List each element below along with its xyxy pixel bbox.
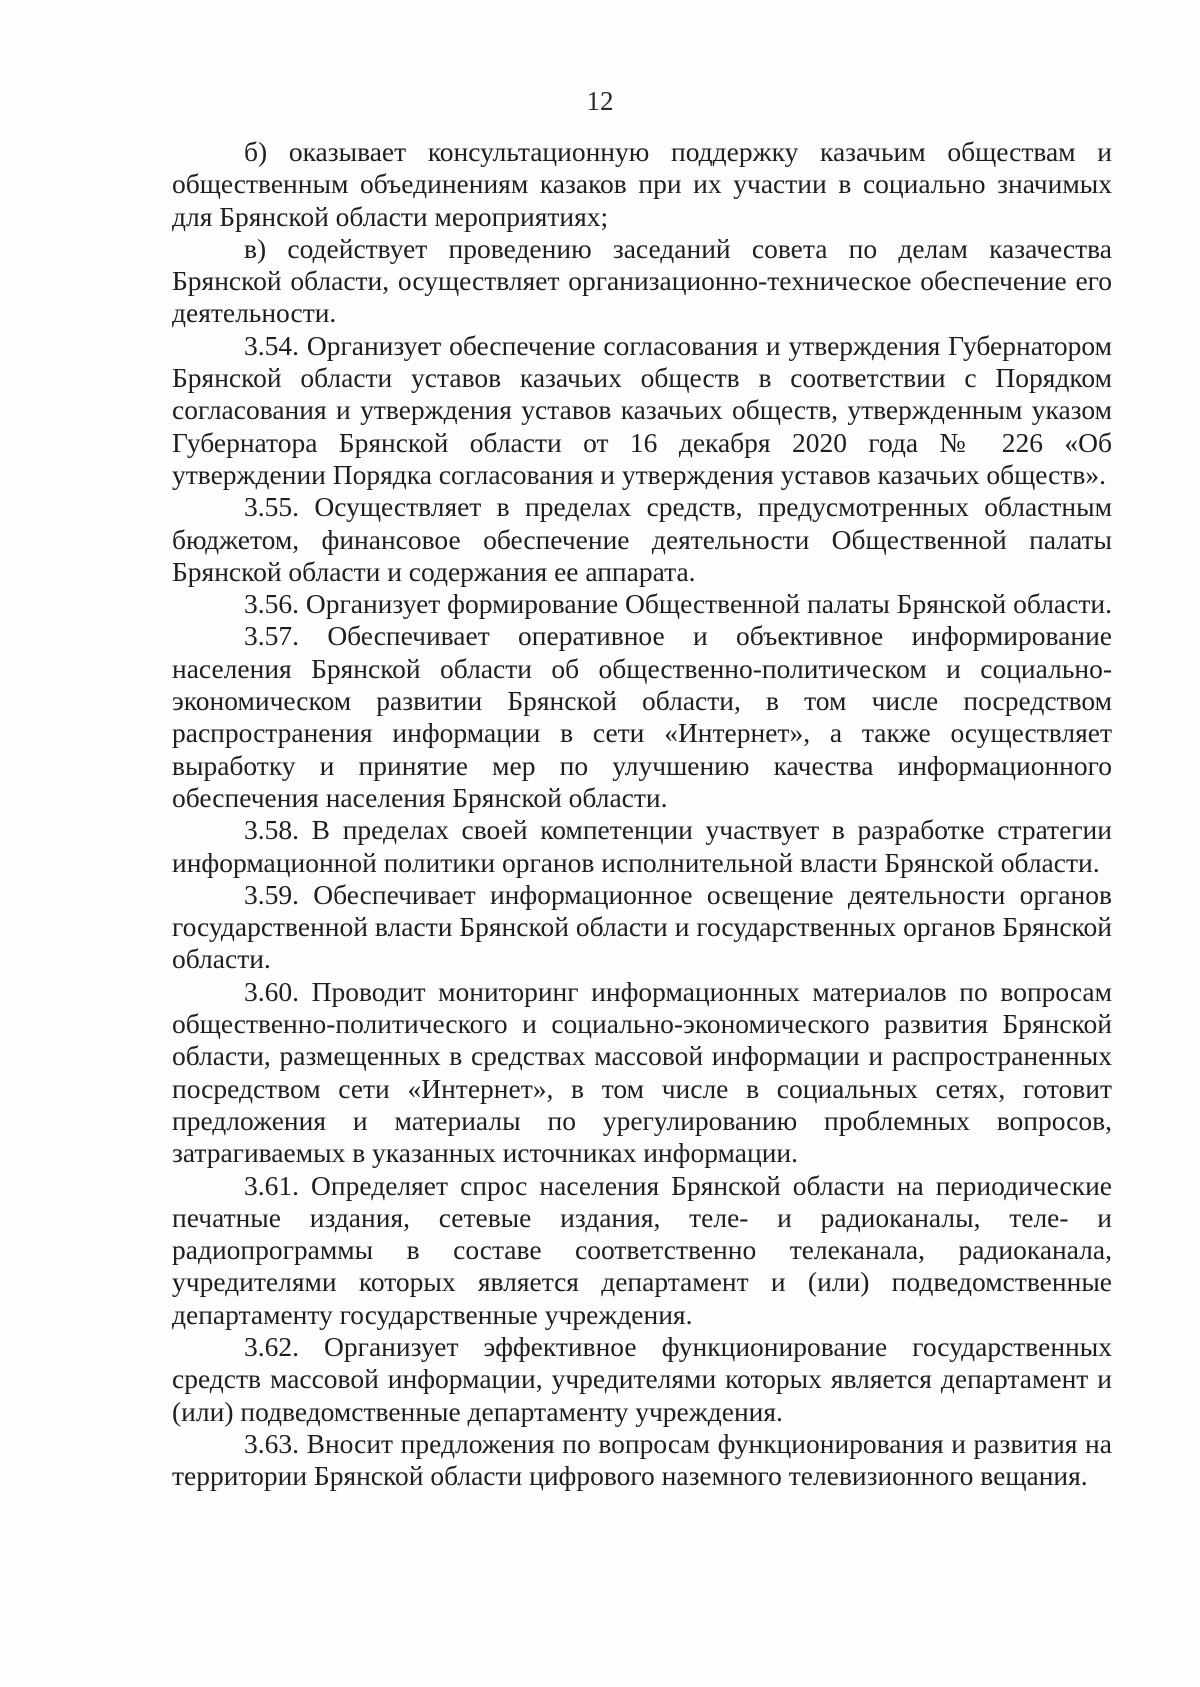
paragraph-3-55: 3.55. Осуществляет в пределах средств, предусмотренных областным бюджетом, финансовое обеспечение деятельности Общественной палаты Брянской области и содержания ее аппарата.: [172, 491, 1112, 587]
paragraph-b-consulting-support: б) оказывает консультационную поддержку казачьим обществам и общественным объединениям казаков при их участии в социально значимых для Брянской области мероприятиях;: [172, 136, 1112, 232]
paragraph-3-58: 3.58. В пределах своей компетенции участвует в разработке стратегии информационной политики органов исполнительной власти Брянской области.: [172, 814, 1112, 878]
document-body: [172, 136, 1112, 1492]
page-number: 12: [586, 86, 614, 116]
paragraph-3-59: 3.59. Обеспечивает информационное освещение деятельности органов государственной власти Брянской области и государственных органов Брянской области.: [172, 878, 1112, 975]
paragraph-3-56: 3.56. Организует формирование Общественной палаты Брянской области.: [244, 588, 1112, 620]
paragraph-3-57: 3.57. Обеспечивает оперативное и объективное информирование населения Брянской области об общественно-политическом и социально-экономическом развитии Брянской области, в том числе посредством распространения информации в сети «Интернет», а также осуществляет выработку и принятие мер по улучшению качества информационного обеспечения населения Брянской области.: [172, 620, 1112, 813]
paragraph-3-54: 3.54. Организует обеспечение согласования и утверждения Губернатором Брянской области уставов казачьих обществ в соответствии с Порядком согласования и утверждения уставов казачьих обществ, утвержденным указом Губернатора Брянской области от 16 декабря 2020 года № 226 «Об утверждении Порядка согласования и утверждения уставов казачьих обществ».: [172, 329, 1112, 490]
paragraph-v-council-meetings: в) содействует проведению заседаний совета по делам казачества Брянской области, осуществляет организационно-техническое обеспечение его деятельности.: [172, 232, 1112, 329]
paragraph-3-60: 3.60. Проводит мониторинг информационных материалов по вопросам общественно-политического и социально-экономического развития Брянской области, размещенных в средствах массовой информации и распространенных посредством сети «Интернет», в том числе в социальных сетях, готовит предложения и материалы по урегулированию проблемных вопросов, затрагиваемых в указанных источниках информации.: [172, 975, 1112, 1169]
paragraph-3-62: 3.62. Организует эффективное функционирование государственных средств массовой информации, учредителями которых является департамент и (или) подведомственные департаменту учреждения.: [172, 1330, 1112, 1427]
paragraph-3-63: 3.63. Вносит предложения по вопросам функционирования и развития на территории Брянской области цифрового наземного телевизионного вещания.: [172, 1427, 1112, 1492]
paragraph-3-61: 3.61. Определяет спрос населения Брянской области на периодические печатные издания, сетевые издания, теле- и радиоканалы, теле- и радиопрограммы в составе соответственно телеканала, радиоканала, учредителями которых является департамент и (или) подведомственные департаменту государственные учреждения.: [172, 1169, 1112, 1330]
